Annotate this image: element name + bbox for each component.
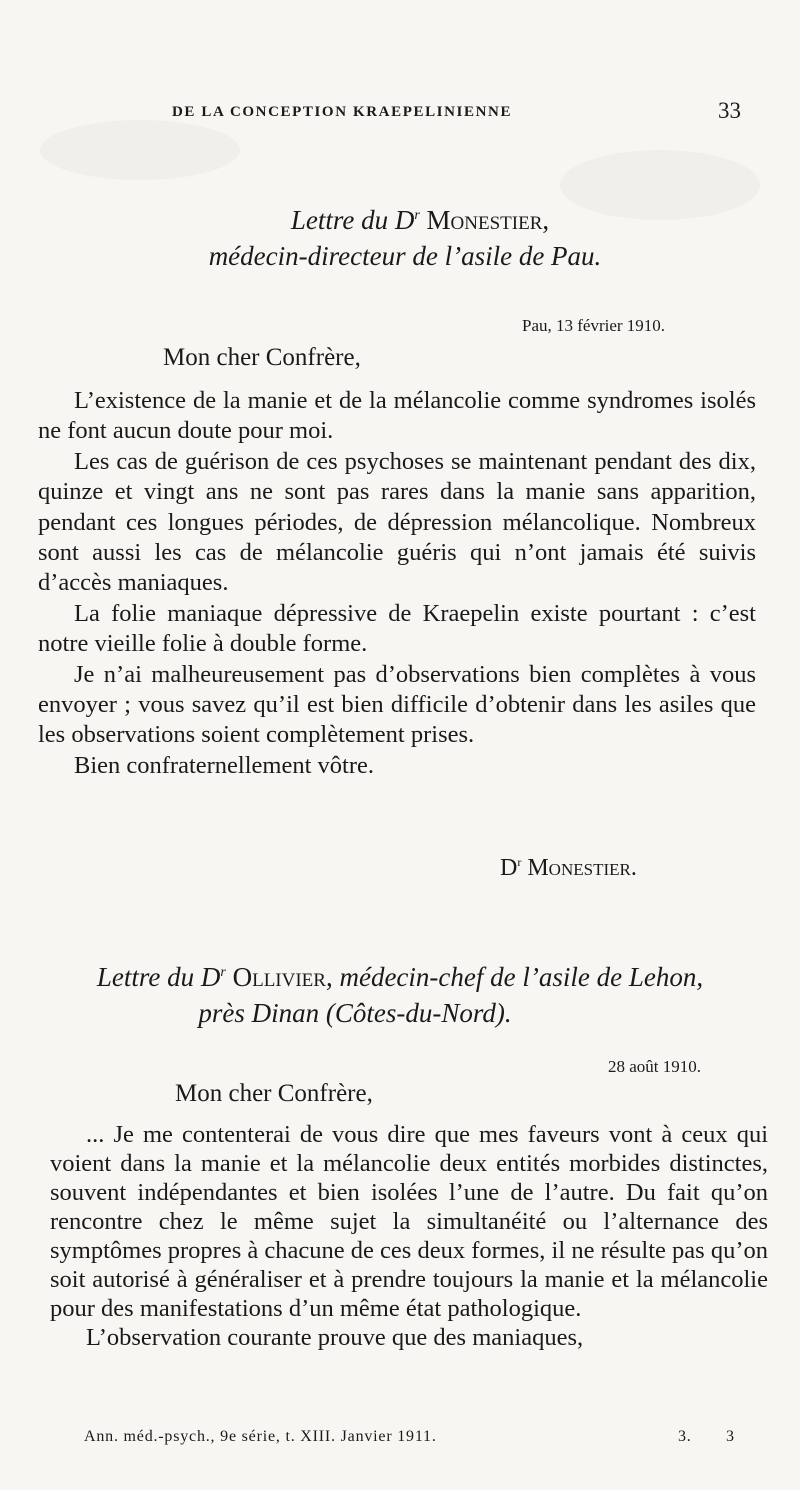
letter-1-salutation: Mon cher Confrère, xyxy=(163,344,361,371)
signature-name: Monestier. xyxy=(527,855,637,881)
paragraph: Les cas de guérison de ces psychoses se maintenant pendant des dix, quinze et vingt ans ne sont pas rares dans la manie sans apparition, pendant ces longues périodes, de dépression mélancolique. Nombreux sont aussi les cas de mélancolie guéris qui n’ont jamais été suivis d’accès maniaques. xyxy=(38,447,756,597)
letter-1-date: Pau, 13 février 1910. xyxy=(522,316,666,335)
page-number: 33 xyxy=(718,98,741,123)
signature-mark: 3. xyxy=(678,1428,692,1445)
paragraph: L’existence de la manie et de la mélancolie comme syndromes isolés ne font aucun doute pour moi. xyxy=(38,387,756,445)
paragraph: La folie maniaque dépressive de Kraepelin existe pourtant : c’est notre vieille folie à double forme. xyxy=(38,599,756,658)
letter-2-title xyxy=(0,955,800,1031)
running-header: DE LA CONCEPTION KRAEPELINIENNE xyxy=(172,104,513,120)
letter-2-salutation: Mon cher Confrère, xyxy=(175,1080,373,1107)
journal-citation: Ann. méd.-psych., 9e série, t. XIII. Janvier 1911. xyxy=(84,1428,437,1445)
title-sup: r xyxy=(414,208,420,223)
title-name: Ollivier, xyxy=(232,962,333,992)
title-prefix: Lettre du D xyxy=(290,205,415,235)
letter-2-body xyxy=(50,1120,768,1352)
paragraph: L’observation courante prouve que des maniaques, xyxy=(86,1324,584,1351)
page-signature: 3 xyxy=(726,1428,735,1445)
letter-1-signature xyxy=(500,855,637,882)
letter-2-date: 28 août 1910. xyxy=(608,1057,702,1076)
footer xyxy=(84,1428,764,1446)
title-line-2: près Dinan (Côtes-du-Nord). xyxy=(198,998,512,1028)
paragraph: ... Je me contenterai de vous dire que mes faveurs vont à ceux qui voient dans la manie et la mélancolie deux entités morbides distinctes, souvent indépendantes et bien isolées l’une de l’autre. Du fait qu’on rencontre chez le même sujet la simultanéité ou l’alternance des symptômes propres à chacune de ces deux formes, il ne résulte pas qu’on soit autorisé à généraliser et à prendre toujours la manie et la mélancolie pour des manifestations d’un même état pathologique. xyxy=(50,1121,768,1322)
signature-sup: r xyxy=(517,855,522,869)
letter-1-title xyxy=(0,198,800,274)
title-prefix: Lettre du D xyxy=(96,962,221,992)
paragraph: Bien confraternellement vôtre. xyxy=(74,751,374,779)
title-line-2: médecin-directeur de l’asile de Pau. xyxy=(208,241,602,271)
paragraph: Je n’ai malheureusement pas d’observations bien complètes à vous envoyer ; vous savez qu’il est bien difficile d’obtenir dans les asiles que les observations soient complètement prises. xyxy=(38,660,756,749)
title-sup: r xyxy=(220,965,226,980)
bleed-through-stain xyxy=(40,120,240,180)
title-rest: médecin-chef de l’asile de Lehon, xyxy=(339,962,704,992)
title-name: Monestier, xyxy=(426,205,550,235)
signature-prefix: D xyxy=(500,855,518,881)
letter-1-body xyxy=(38,386,756,781)
